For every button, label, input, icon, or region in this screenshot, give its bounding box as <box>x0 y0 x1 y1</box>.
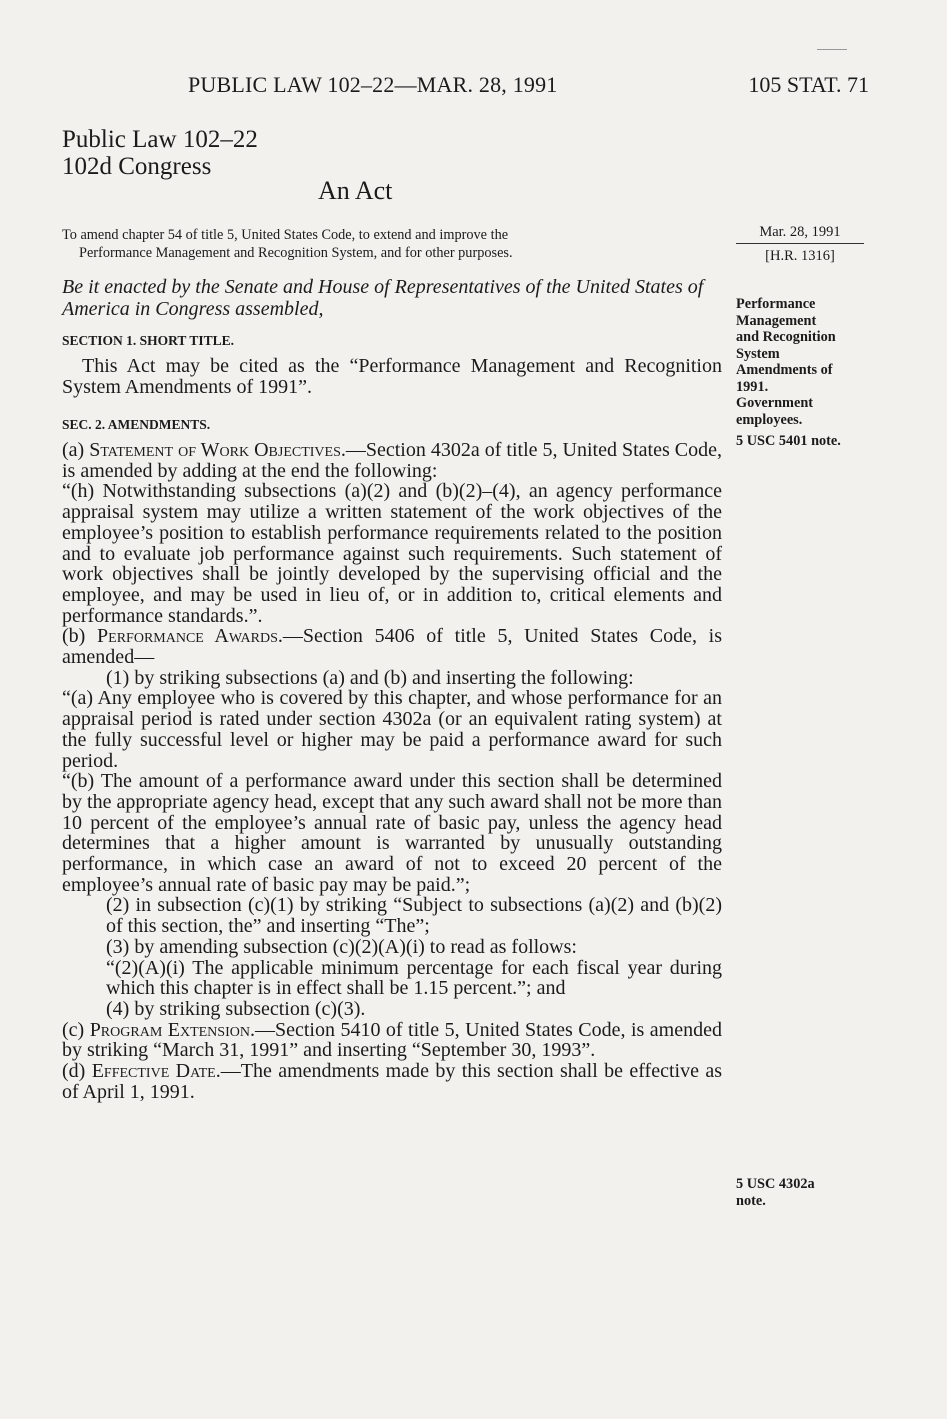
paragraph-b3-quote: “(2)(A)(i) The applicable minimum percentage for each fiscal year during which this chapter is in effect shall be 1.15 percent.”; and <box>106 956 722 1000</box>
margin-note-line: 1991. <box>736 378 769 395</box>
law-title-block <box>62 126 258 180</box>
enacting-clause: Be it enacted by the Senate and House of Representatives of the United States of America in Congress assembled, <box>62 276 704 320</box>
section-2-body <box>62 440 722 1103</box>
short-title-text: This Act may be cited as the “Performance Management and Recognition System Amendments of 1991”. <box>62 355 722 398</box>
act-heading: An Act <box>318 176 393 205</box>
paragraph-b2: (2) in subsection (c)(1) by striking “Subject to subsections (a)(2) and (b)(2) of this section, the” and inserting “The”; <box>106 894 722 938</box>
date-divider <box>736 243 864 244</box>
margin-note-short-title <box>736 296 876 428</box>
margin-note-line: Performance <box>736 296 816 312</box>
running-head: PUBLIC LAW 102–22—MAR. 28, 1991 <box>188 72 558 97</box>
subsection-a-text: .—Section 4302a of title 5, United States Code, is amended by adding at the end the following: <box>62 439 722 482</box>
subsection-d-text: .—The amendments made by this section shall be effective as of April 1, 1991. <box>62 1060 722 1103</box>
bill-number: [H.R. 1316] <box>765 248 835 264</box>
subsection-b <box>62 626 722 667</box>
subsection-d-caption: Effective Date <box>91 1060 216 1083</box>
margin-note-usc-4302a <box>736 1176 876 1209</box>
subsection-b-text: .—Section 5406 of title 5, United States Code, is amended— <box>62 625 722 669</box>
subsection-c-text: .—Section 5410 of title 5, United States Code, is amended by striking “March 31, 1991” and inserting “September 30, 1993”. <box>62 1018 722 1062</box>
margin-note-line: 5 USC 4302a <box>736 1176 815 1192</box>
quoted-subsection-a: “(a) Any employee who is covered by this chapter, and whose performance for an appraisal period is rated under section 4302a (or an equivalent rating system) at the fully successful level or higher may be paid a performance award for such period. <box>62 687 722 772</box>
subsection-a <box>62 440 722 481</box>
subsection-d <box>62 1061 722 1102</box>
quoted-subsection-b: “(b) The amount of a performance award under this section shall be determined by the appropriate agency head, except that any such award shall not be more than 10 percent of the employee’s annual rate of basic pay, unless the agency head determines that a higher amount is warranted by unusually outstanding performance, in which case an award of not to exceed 20 percent of the employee’s annual rate of basic pay may be paid.”; <box>62 770 722 896</box>
margin-note-line: Management <box>736 312 817 329</box>
purpose-line-2: Performance Management and Recognition System, and for other purposes. <box>79 245 513 261</box>
enactment-date: Mar. 28, 1991 <box>759 224 841 240</box>
section-1-body <box>62 356 722 397</box>
subsection-c <box>62 1020 722 1061</box>
scan-mark <box>817 49 847 50</box>
section-1-heading: SECTION 1. SHORT TITLE. <box>62 333 234 348</box>
subsection-b-caption: Performance Awards <box>97 625 278 648</box>
paragraph-b1: (1) by striking subsections (a) and (b) and inserting the following: <box>106 666 634 689</box>
margin-note-line: System <box>736 345 780 362</box>
paragraph-b4: (4) by striking subsection (c)(3). <box>106 997 366 1020</box>
section-2-heading: SEC. 2. AMENDMENTS. <box>62 417 211 432</box>
margin-note-line: employees. <box>736 411 803 428</box>
stat-page-number: 105 STAT. 71 <box>748 72 869 97</box>
subsection-h-quote: “(h) Notwithstanding subsections (a)(2) and (b)(2)–(4), an agency performance appraisal system may utilize a written statement of the work objectives of the employee’s position to establish performance requirements related to the position and to evaluate job performance against such requirements. Such statement of work objectives shall be jointly developed by the supervising official and the employee, and may be used in lieu of, or in addition to, critical elements and performance standards.”. <box>62 480 722 627</box>
purpose-line-1: To amend chapter 54 of title 5, United States Code, to extend and improve the <box>62 227 509 243</box>
margin-note-line: Government <box>736 395 814 411</box>
subsection-c-label: (c) <box>62 1018 90 1041</box>
subsection-d-label: (d) <box>62 1060 92 1083</box>
margin-note-usc-5401: 5 USC 5401 note. <box>736 433 841 449</box>
paragraph-b3: (3) by amending subsection (c)(2)(A)(i) to read as follows: <box>106 935 577 958</box>
subsection-b-label: (b) <box>62 625 98 648</box>
purpose-clause <box>62 226 722 262</box>
margin-note-line: note. <box>736 1192 766 1209</box>
subsection-a-caption: Statement of Work Objectives <box>89 439 341 461</box>
congress-number: 102d Congress <box>62 153 212 180</box>
margin-note-line: Amendments of <box>736 362 833 378</box>
law-number: Public Law 102–22 <box>62 126 258 153</box>
margin-note-line: and Recognition <box>736 329 836 345</box>
subsection-c-caption: Program Extension <box>89 1018 250 1041</box>
subsection-a-label: (a) <box>62 439 90 461</box>
enactment-date-block <box>736 222 864 266</box>
